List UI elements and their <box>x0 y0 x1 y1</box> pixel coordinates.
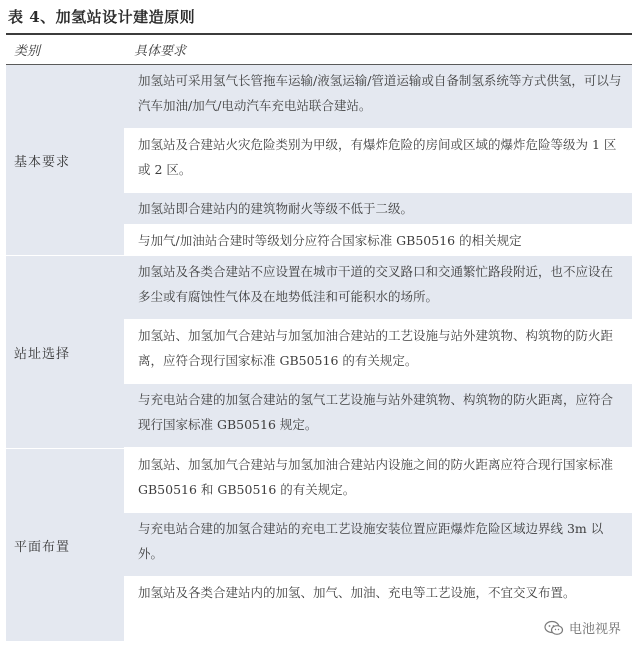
requirement-item: 加氢站及合建站火灾危险类别为甲级，有爆炸危险的房间或区域的爆炸危险等级为 1 区或 2 区。 <box>124 129 632 193</box>
requirement-item: 加氢站及各类合建站不应设置在城市干道的交叉路口和交通繁忙路段附近，也不应设在多尘或有腐蚀性气体及在地势低洼和可能积水的场所。 <box>124 256 632 320</box>
wechat-icon <box>544 620 564 636</box>
group-basic-requirements <box>6 65 632 256</box>
items-column <box>124 65 632 255</box>
requirement-item: 加氢站、加氢加气合建站与加氢加油合建站内设施之间的防火距离应符合现行国家标准 GB50516 和 GB50516 的有关规定。 <box>124 449 632 513</box>
header-requirement: 具体要求 <box>134 43 187 59</box>
group-layout <box>6 449 632 642</box>
requirement-item: 加氢站及各类合建站内的加氢、加气、加油、充电等工艺设施，不宜交叉布置。 <box>124 577 632 641</box>
requirement-item: 加氢站可采用氢气长管拖车运输/液氢运输/管道运输或自备制氢系统等方式供氢，可以与汽车加油/加气/电动汽车充电站联合建站。 <box>124 65 632 129</box>
rules-table <box>6 65 632 642</box>
requirement-item: 与充电站合建的加氢合建站的氢气工艺设施与站外建筑物、构筑物的防火距离，应符合现行国家标准 GB50516 规定。 <box>124 384 632 448</box>
requirement-item: 加氢站、加氢加气合建站与加氢加油合建站的工艺设施与站外建筑物、构筑物的防火距离，应符合现行国家标准 GB50516 的有关规定。 <box>124 320 632 384</box>
wechat-watermark <box>541 617 624 638</box>
category-cell: 站址选择 <box>6 256 124 448</box>
category-cell: 基本要求 <box>6 65 124 255</box>
table-header <box>6 35 632 63</box>
requirement-item: 加氢站即合建站内的建筑物耐火等级不低于二级。 <box>124 193 632 225</box>
group-site-selection <box>6 256 632 449</box>
watermark-text: 电池视界 <box>568 622 621 637</box>
table-title: 表 4、加氢站设计建造原则 <box>8 8 196 26</box>
header-category: 类别 <box>14 43 41 59</box>
requirement-item: 与加气/加油站合建时等级划分应符合国家标准 GB50516 的相关规定 <box>124 225 632 255</box>
items-column <box>124 449 632 641</box>
items-column <box>124 256 632 448</box>
requirement-item: 与充电站合建的加氢合建站的充电工艺设施安装位置应距爆炸危险区域边界线 3m 以外。 <box>124 513 632 577</box>
category-cell: 平面布置 <box>6 449 124 641</box>
